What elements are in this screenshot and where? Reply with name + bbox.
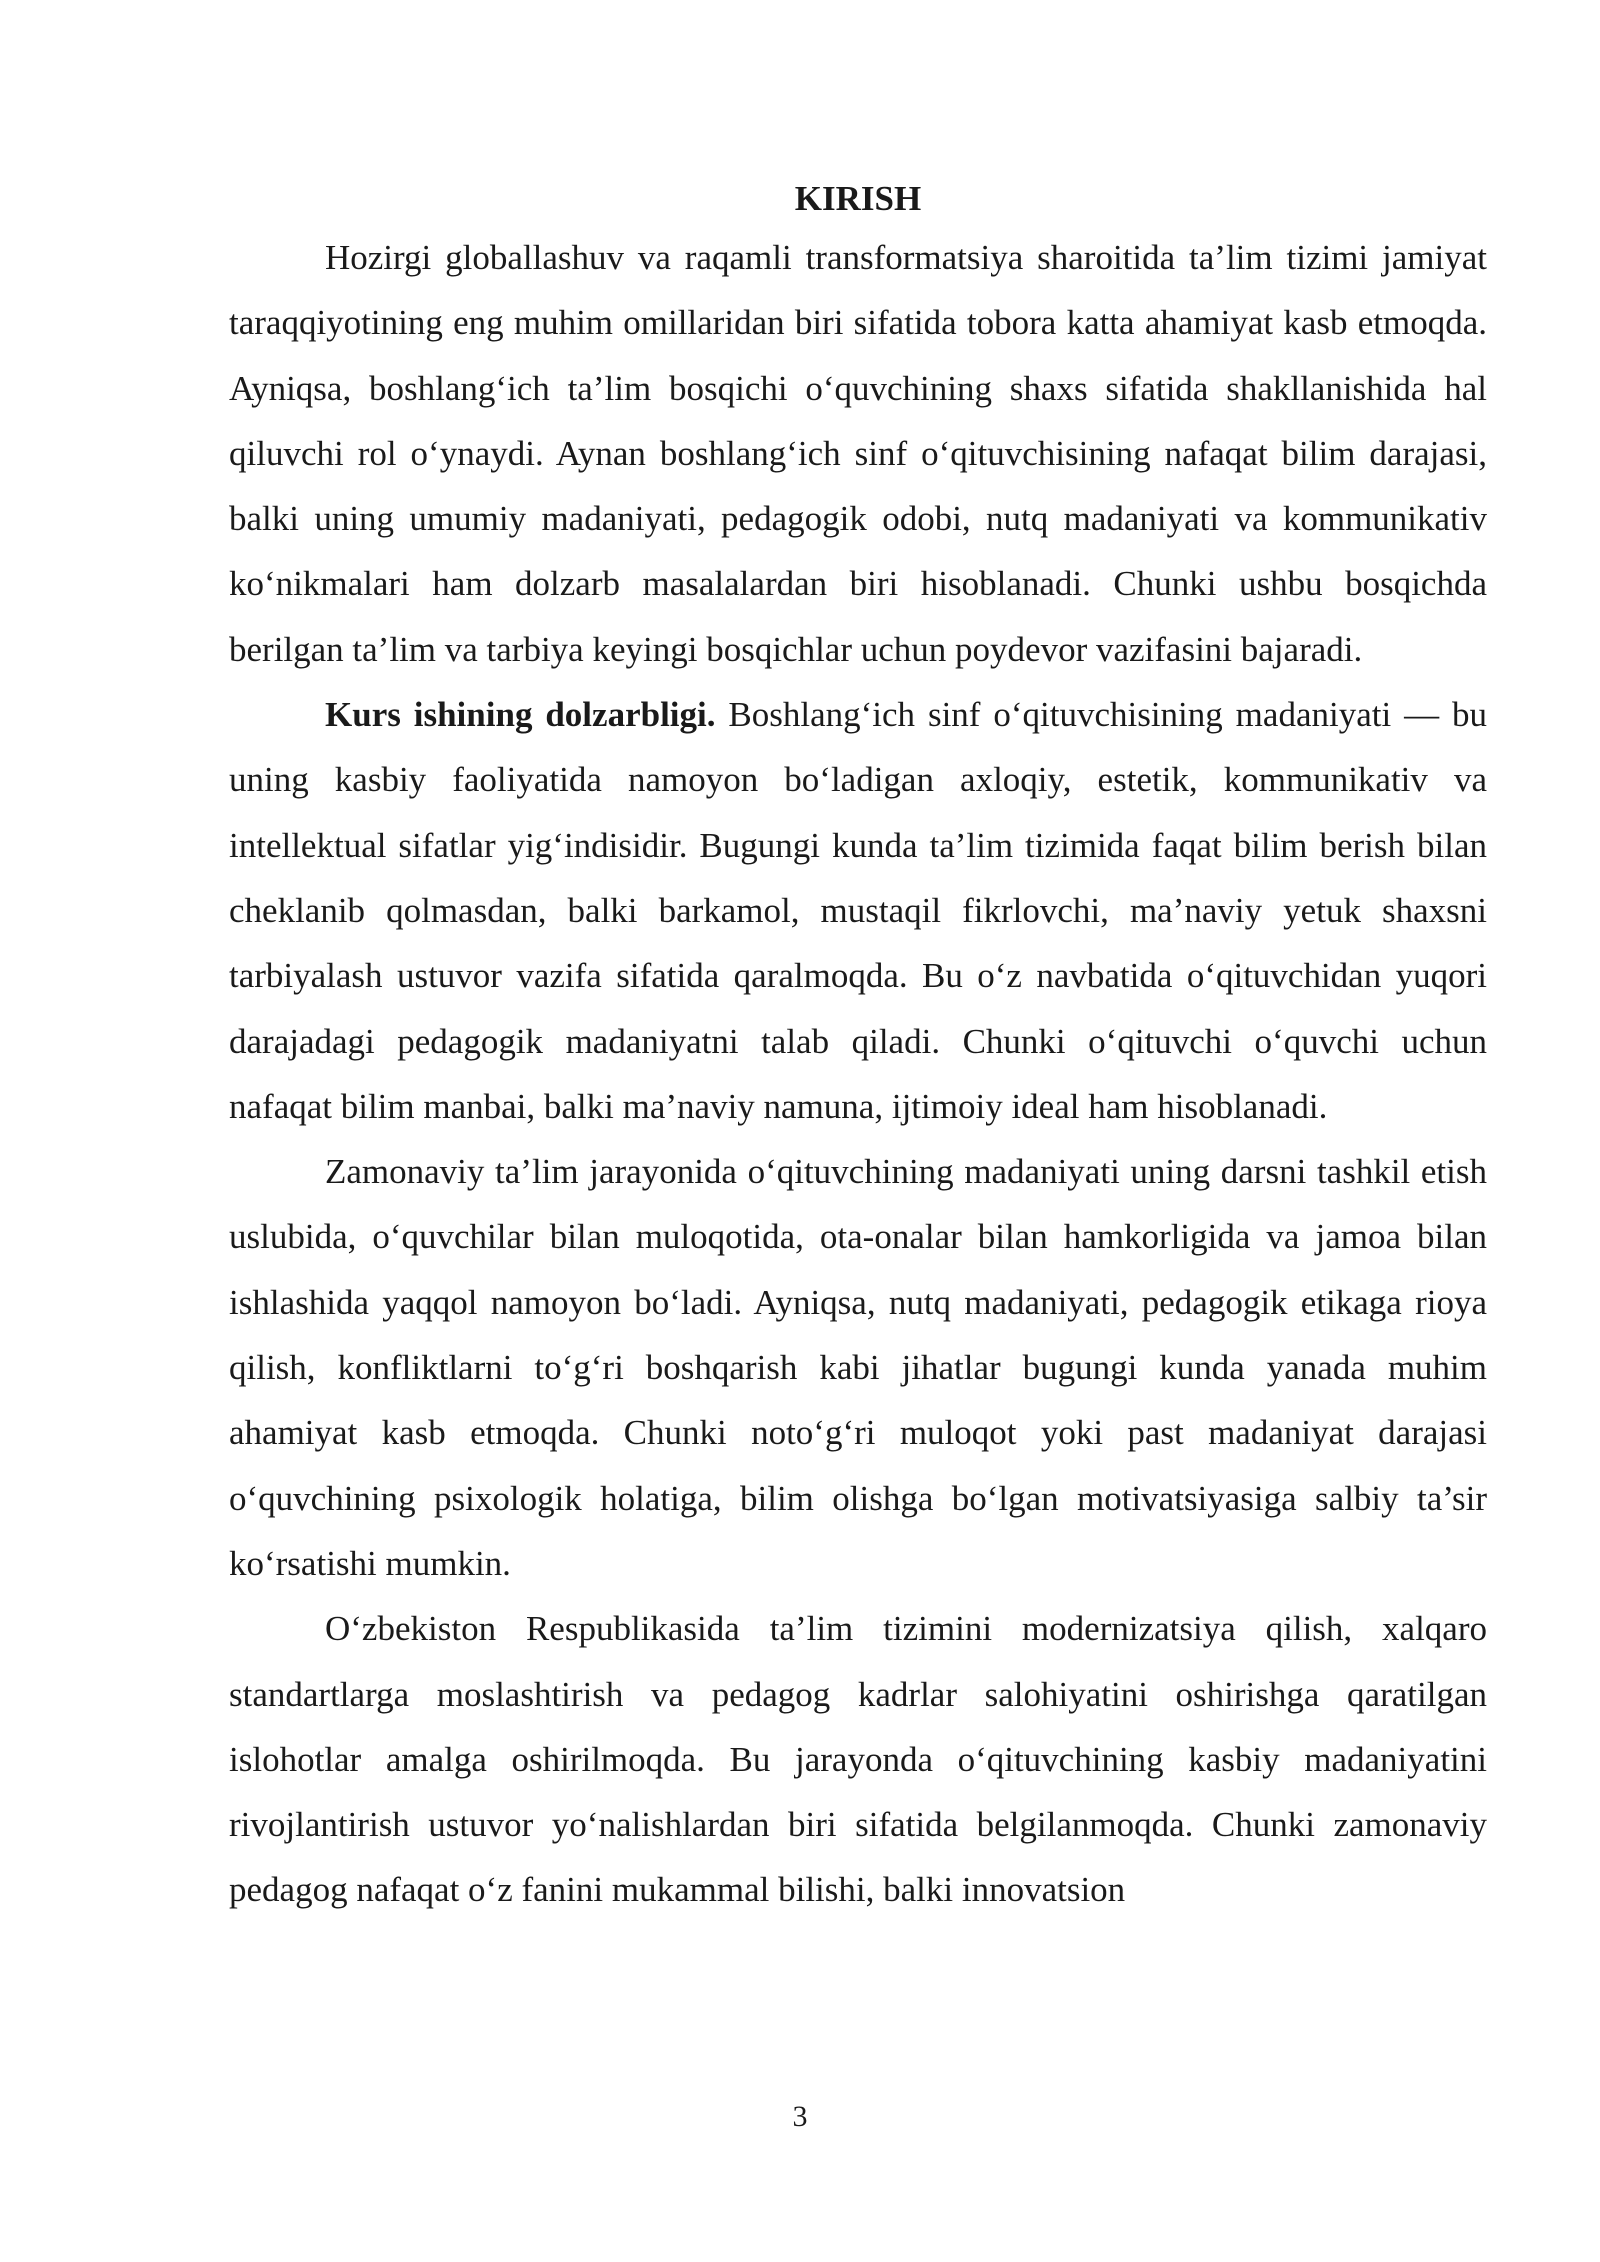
paragraph-text: Zamonaviy ta’lim jarayonida o‘qituvchining madaniyati uning darsni tashkil etish uslubida, o‘quvchilar bilan muloqotida, ota-onalar bilan hamkorligida va jamoa bilan ishlashida yaqqol namoyon bo‘ladi. Ayniqsa, nutq madaniyati, pedagogik etikaga rioya qilish, konfliktlarni to‘g‘ri boshqarish kabi jihatlar bugungi kunda yanada muhim ahamiyat kasb etmoqda. Chunki noto‘g‘ri muloqot yoki past madaniyat darajasi o‘quvchining psixologik holatiga, bilim olishga bo‘lgan motivatsiyasiga salbiy ta’sir ko‘rsatishi mumkin. — [229, 1152, 1487, 1583]
paragraph-relevance — [229, 682, 1487, 1139]
paragraph-text: Boshlang‘ich sinf o‘qituvchisining madaniyati — bu uning kasbiy faoliyatida namoyon bo‘ladigan axloqiy, estetik, kommunikativ va intellektual sifatlar yig‘indisidir. Bugungi kunda ta’lim tizimida faqat bilim berish bilan cheklanib qolmasdan, balki barkamol, mustaqil fikrlovchi, ma’naviy yetuk shaxsni tarbiyalash ustuvor vazifa sifatida qaralmoqda. Bu o‘z navbatida o‘qituvchidan yuqori darajadagi pedagogik madaniyatni talab qiladi. Chunki o‘qituvchi o‘quvchi uchun nafaqat bilim manbai, balki ma’naviy namuna, ijtimoiy ideal ham hisoblanadi. — [229, 695, 1487, 1126]
page-body — [229, 170, 1487, 1923]
paragraph-modern-education — [229, 1139, 1487, 1596]
paragraph-text: O‘zbekiston Respublikasida ta’lim tizimini modernizatsiya qilish, xalqaro standartlarga moslashtirish va pedagog kadrlar salohiyatini oshirishga qaratilgan islohotlar amalga oshirilmoqda. Bu jarayonda o‘qituvchining kasbiy madaniyatini rivojlantirish ustuvor yo‘nalishlardan biri sifatida belgilanmoqda. Chunki zamonaviy pedagog nafaqat o‘z fanini mukammal bilishi, balki innovatsion — [229, 1609, 1487, 1910]
paragraph-reforms — [229, 1596, 1487, 1922]
paragraph-intro — [229, 225, 1487, 682]
section-heading: KIRISH — [794, 179, 922, 218]
paragraph-text: Hozirgi globallashuv va raqamli transformatsiya sharoitida ta’lim tizimi jamiyat taraqqiyotining eng muhim omillaridan biri sifatida tobora katta ahamiyat kasb etmoqda. Ayniqsa, boshlang‘ich ta’lim bosqichi o‘quvchining shaxs sifatida shakllanishida hal qiluvchi rol o‘ynaydi. Aynan boshlang‘ich sinf o‘qituvchisining nafaqat bilim darajasi, balki uning umumiy madaniyati, pedagogik odobi, nutq madaniyati va kommunikativ ko‘nikmalari ham dolzarb masalalardan biri hisoblanadi. Chunki ushbu bosqichda berilgan ta’lim va tarbiya keyingi bosqichlar uchun poydevor vazifasini bajaradi. — [229, 238, 1487, 669]
paragraph-lead: Kurs ishining dolzarbligi. — [325, 695, 716, 735]
page-number: 3 — [792, 2100, 808, 2133]
